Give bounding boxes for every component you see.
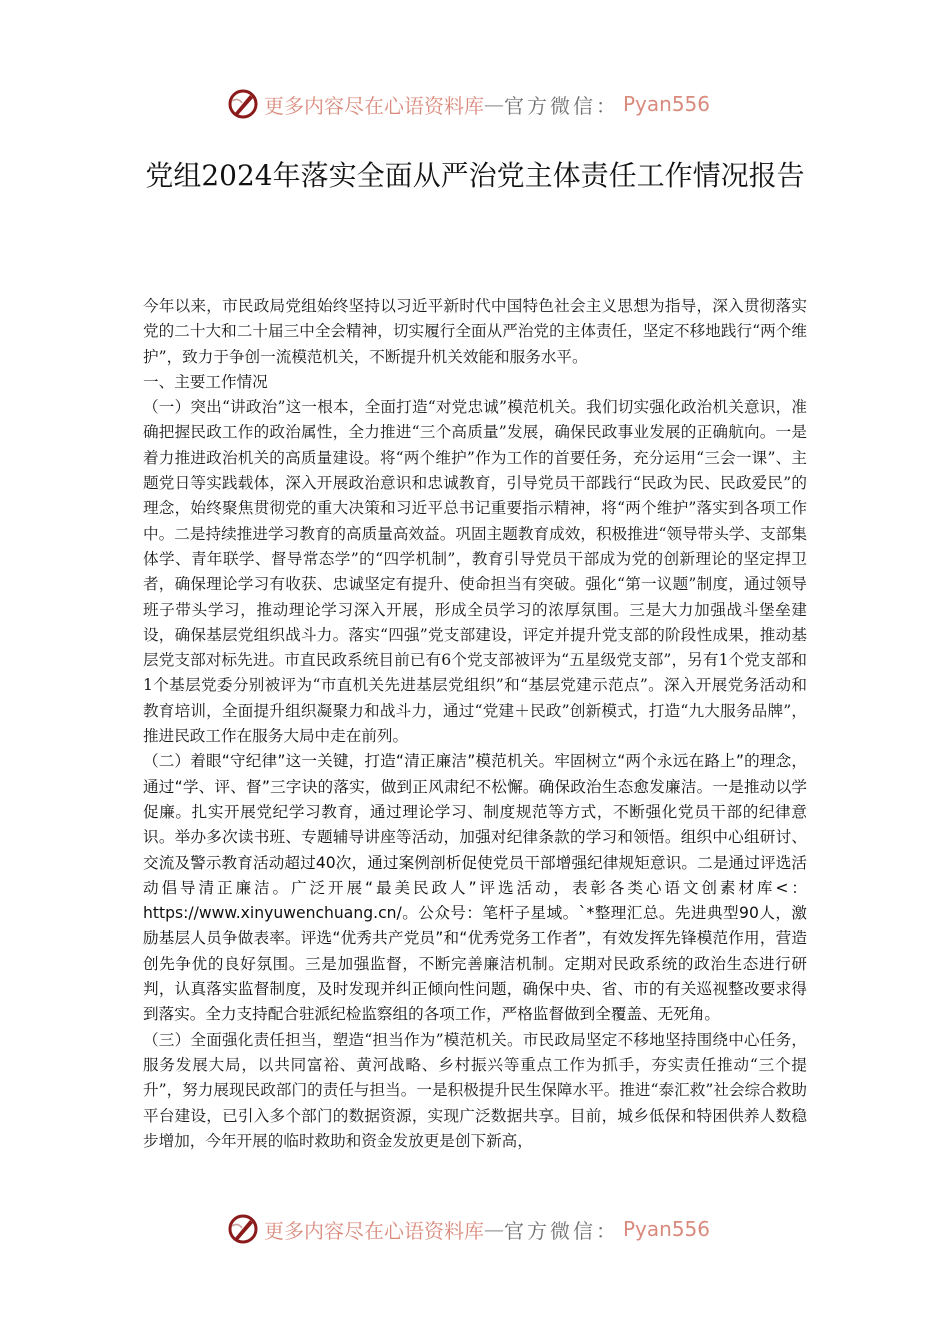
section-1-paragraph: （一）突出“讲政治”这一根本，全面打造“对党忠诚”模范机关。我们切实强化政治机关意识，准确把握民政工作的政治属性，全力推进“三个高质量”发展，确保民政事业发展的正确航向。一是着力推进政治机关的高质量建设。将“两个维护”作为工作的首要任务，充分运用“三会一课”、主题党日等实践载体，深入开展政治意识和忠诚教育，引导党员干部践行“民政为民、民政爱民”的理念，始终聚焦贯彻党的重大决策和习近平总书记重要指示精神，将“两个维护”落实到各项工作中。二是持续推进学习教育的高质量高效益。巩固主题教育成效，积极推进“领导带头学、支部集体学、青年联学、督导常态学”的“四学机制”，教育引导党员干部成为党的创新理论的坚定捍卫者，确保理论学习有收获、忠诚坚定有提升、使命担当有突破。强化“第一议题”制度，通过领导班子带头学习，推动理论学习深入开展，形成全员学习的浓厚氛围。三是大力加强战斗堡垒建设，确保基层党组织战斗力。落实“四强”党支部建设，评定并提升党支部的阶段性成果，推动基层党支部对标先进。市直民政系统目前已有6个党支部被评为“五星级党支部”，另有1个党支部和1个基层党委分别被评为“市直机关先进基层党组织”和“基层党建示范点”。深入开展党务活动和教育培训，全面提升组织凝聚力和战斗力，通过“党建＋民政”创新模式，打造“九大服务品牌”，推进民政工作在服务大局中走在前列。: [143, 398, 807, 746]
document-title: 党组2024年落实全面从严治党主体责任工作情况报告: [145, 159, 805, 192]
watermark-wechat-label: 官方微信：: [504, 93, 619, 118]
watermark-dash: —: [484, 1217, 504, 1241]
quill-pen-logo-icon: [226, 87, 260, 121]
section-3-paragraph: （三）全面强化责任担当，塑造“担当作为”模范机关。市民政局坚定不移地坚持围绕中心任务，服务发展大局，以共同富裕、黄河战略、乡村振兴等重点工作为抓手，夯实责任推动“三个提升”，努力展现民政部门的责任与担当。一是积极提升民生保障水平。推进“泰汇救”社会综合救助平台建设，已引入多个部门的数据资源，实现广泛数据共享。目前，城乡低保和特困供养人数稳步增加，今年开展的临时救助和资金发放更是创下新高，: [143, 1030, 807, 1150]
section-heading: 一、主要工作情况: [143, 372, 268, 391]
watermark-banner-top: [226, 84, 726, 124]
watermark-wechat-id: Pyan556: [623, 92, 711, 116]
document-body: [143, 294, 807, 1154]
watermark-main-text: 更多内容尽在心语资料库: [264, 93, 484, 118]
watermark-wechat-id: Pyan556: [623, 1217, 711, 1241]
watermark-wechat-label: 官方微信：: [504, 1218, 619, 1243]
watermark-banner-bottom: [226, 1209, 726, 1249]
intro-paragraph: 今年以来，市民政局党组始终坚持以习近平新时代中国特色社会主义思想为指导，深入贯彻落实党的二十大和二十届三中全会精神，切实履行全面从严治党的主体责任，坚定不移地践行“两个维护”，致力于争创一流模范机关，不断提升机关效能和服务水平。: [143, 297, 807, 366]
watermark-main-text: 更多内容尽在心语资料库: [264, 1218, 484, 1243]
quill-pen-logo-icon: [226, 1212, 260, 1246]
watermark-dash: —: [484, 92, 504, 116]
section-2-paragraph: （二）着眼“守纪律”这一关键，打造“清正廉洁”模范机关。牢固树立“两个永远在路上”的理念，通过“学、评、督”三字诀的落实，做到正风肃纪不松懈。确保政治生态愈发廉洁。一是推动以学促廉。扎实开展党纪学习教育，通过理论学习、制度规范等方式，不断强化党员干部的纪律意识。举办多次读书班、专题辅导讲座等活动，加强对纪律条款的学习和领悟。组织中心组研讨、交流及警示教育活动超过40次，通过案例剖析促使党员干部增强纪律规矩意识。二是通过评选活动倡导清正廉洁。广泛开展“最美民政人”评选活动，表彰各类心语文创素材库<：https://www.xinyuwenchuang.cn/。公众号：笔杆子星域。`*整理汇总。先进典型90人，激励基层人员争做表率。评选“优秀共产党员”和“优秀党务工作者”，有效发挥先锋模范作用，营造创先争优的良好氛围。三是加强监督，不断完善廉洁机制。定期对民政系统的政治生态进行研判，认真落实监督制度，及时发现并纠正倾向性问题，确保中央、省、市的有关巡视整改要求得到落实。全力支持配合驻派纪检监察组的各项工作，严格监督做到全覆盖、无死角。: [143, 752, 807, 1024]
